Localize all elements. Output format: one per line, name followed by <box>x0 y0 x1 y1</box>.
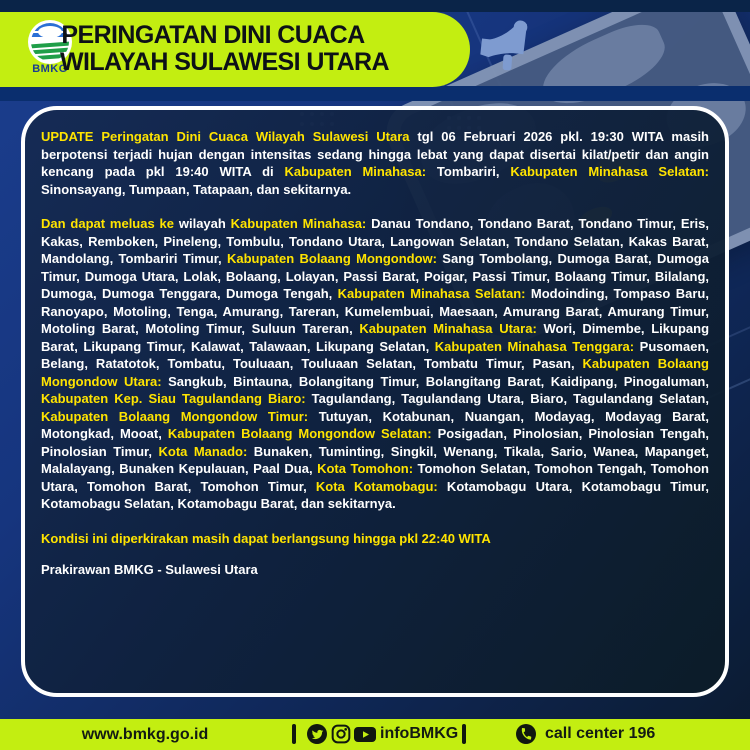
phone-icon <box>516 724 536 749</box>
title-line1: PERINGATAN DINI CUACA <box>61 21 365 49</box>
title-line2: WILAYAH SULAWESI UTARA <box>60 48 389 76</box>
footer-divider <box>462 724 466 744</box>
bmkg-logo-text: BMKG <box>32 63 68 75</box>
megaphone-icon <box>470 14 540 84</box>
top-border-strip <box>0 0 750 12</box>
warning-text <box>25 110 725 579</box>
youtube-icon <box>354 727 376 747</box>
paragraph-update: UPDATE Peringatan Dini Cuaca Wilayah Sulawesi Utara tgl 06 Februari 2026 pkl. 19:30 WITA masih berpotensi terjadi hujan dengan intensitas sedang hingga lebat yang dapat disertai kilat/petir dan angin kencang pada pkl 19:40 WITA di Kabupaten Minahasa: Tombariri, Kabupaten Minahasa Selatan: Sinonsayang, Tumpaan, Tatapaan, dan sekitarnya. <box>41 129 710 197</box>
footer-divider <box>292 724 296 744</box>
paragraph-expansion: Dan dapat meluas ke wilayah Kabupaten Minahasa: Danau Tondano, Tondano Barat, Tondano Timur, Eris, Kakas, Remboken, Pineleng, Tombulu, Tondano Utara, Langowan Selatan, Tondano Selatan, Kakas Barat, Mandolang, Tombariri Timur, Kabupaten Bolaang Mongondow: Sang Tombolang, Dumoga Barat, Dumoga Timur, Dumoga Utara, Lolak, Bolaang, Lolayan, Passi Barat, Poigar, Passi Timur, Bolaang Timur, Bilalang, Dumoga, Dumoga Tenggara, Dumoga Tengah, Kabupaten Minahasa Selatan: Modoinding, Tompaso Baru, Ranoyapo, Motoling, Tenga, Amurang, Tareran, Kumelembuai, Maesaan, Amurang Barat, Amurang Timur, Motoling Barat, Motoling Timur, Suluun Tareran, Kabupaten Minahasa Utara: Wori, Dimembe, Likupang Barat, Likupang Timur, Kalawat, Talawaan, Likupang Selatan, Kabupaten Minahasa Tenggara: Pusomaen, Belang, Ratatotok, Tombatu, Touluaan, Touluaan Selatan, Tombatu Timur, Pasan, Kabupaten Bolaang Mongondow Utara: Sangkub, Bintauna, Bolangitang Timur, Bolangitang Barat, Kaidipang, Pinogaluman, Kabupaten Kep. Siau Tagulandang Biaro: Tagulandang, Tagulandang Utara, Biaro, Tagulandang Selatan, Kabupaten Bolaang Mongondow Timur: Tutuyan, Kotabunan, Nuangan, Modayag, Modayag Barat, Motongkad, Mooat, Kabupaten Bolaang Mongondow Selatan: Posigadan, Pinolosian, Pinolosian Tengah, Pinolosian Timur, Kota Manado: Bunaken, Tuminting, Singkil, Wenang, Tikala, Sario, Wanea, Mapanget, Malalayang, Bunaken Kepulauan, Paal Dua, Kota Tomohon: Tomohon Selatan, Tomohon Tengah, Tomohon Utara, Tomohon Barat, Tomohon Timur, Kota Kotamobagu: Kotamobagu Utara, Kotamobagu Timur, Kotamobagu Selatan, Kotamobagu Barat, dan sekitarnya. <box>41 216 710 511</box>
social-handle: infoBMKG <box>380 725 459 742</box>
header-band <box>0 12 470 87</box>
twitter-icon <box>307 724 327 749</box>
website-url: www.bmkg.go.id <box>81 725 209 743</box>
footer-bar <box>0 719 750 750</box>
paragraph-forecaster: Prakirawan BMKG - Sulawesi Utara <box>41 562 258 577</box>
paragraph-validity: Kondisi ini diperkirakan masih dapat berlangsung hingga pkl 22:40 WITA <box>41 530 491 546</box>
instagram-icon <box>331 724 351 749</box>
call-center-label: call center 196 <box>545 725 656 742</box>
page-title <box>60 21 389 76</box>
header-shadow-strip <box>0 86 750 101</box>
warning-panel <box>21 106 729 697</box>
